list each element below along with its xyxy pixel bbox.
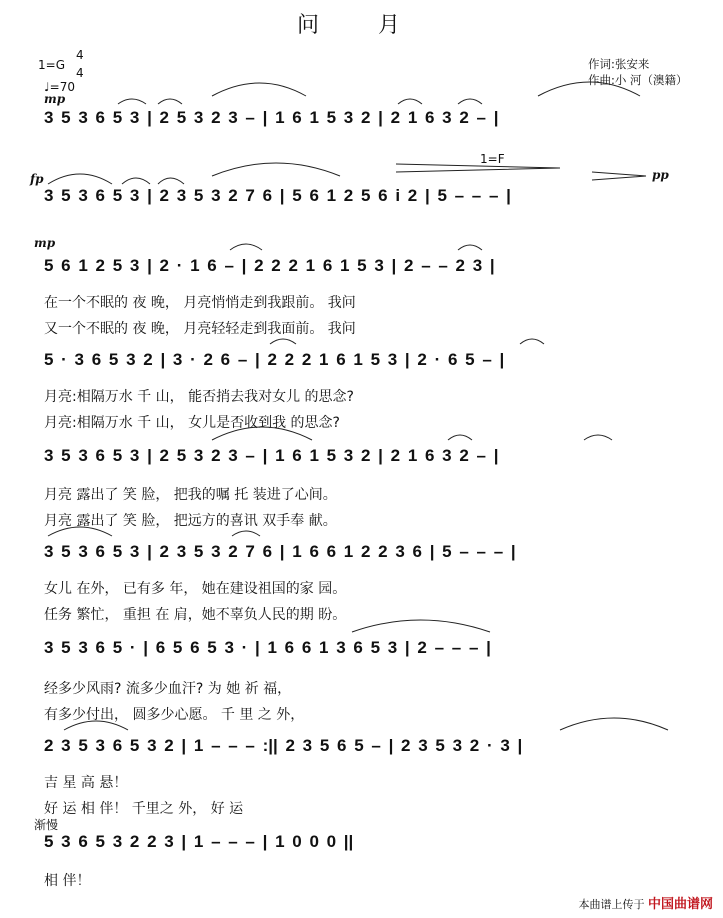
lyric-row-3-verse-1: 在一个不眠的 夜 晚， 月亮悄悄走到我跟前。 我问 — [44, 295, 356, 311]
lyric-row-8-verse-1: 吉 星 高 悬！ — [44, 775, 128, 791]
slur-r7-a — [352, 620, 490, 632]
lyric-row-7-verse-1: 经多少风雨? 流多少血汗? 为 她 祈 福， — [44, 681, 292, 697]
slur-r5-c — [584, 435, 612, 440]
slur-r1-f — [538, 82, 640, 96]
lyric-row-9: 相 伴！ — [44, 873, 91, 889]
lyric-row-3-verse-2: 又一个不眠的 夜 晚， 月亮轻轻走到我面前。 我问 — [44, 321, 356, 337]
slur-r2-a — [48, 174, 112, 184]
slur-r1-c — [212, 83, 306, 96]
crescendo-r2 — [396, 164, 560, 172]
slur-r4-a — [270, 339, 296, 344]
notation-row-1: 3 5 3 6 5 3 | 2 5 3 2 3 – | 1 6 1 5 3 2 | 2 1 6 3 2 – | — [44, 108, 499, 127]
ritardando-marking: 渐慢 — [34, 818, 59, 832]
lyricist-credit: 作词:张安来 — [588, 57, 650, 71]
lyric-row-5-verse-1: 月亮 露出了 笑 脸， 把我的嘱 托 装进了心间。 — [44, 487, 337, 503]
dynamic-mp-intro: mp — [44, 92, 66, 106]
notation-row-5: 3 5 3 6 5 3 | 2 5 3 2 3 – | 1 6 1 5 3 2 | 2 1 6 3 2 – | — [44, 446, 499, 465]
lyric-row-7-verse-2: 有多少付出， 圆多少心愿。 千 里 之 外， — [44, 707, 305, 723]
slur-r1-b — [158, 99, 182, 104]
slur-r6-b — [232, 531, 260, 536]
lyric-row-5-verse-2: 月亮 露出了 笑 脸， 把远方的喜讯 双手奉 献。 — [44, 513, 337, 529]
lyric-row-4-verse-1: 月亮:相隔万水 千 山， 能否捎去我对女儿 的思念? — [44, 389, 354, 405]
slur-r1-a — [118, 99, 146, 104]
dynamic-pp: pp — [652, 168, 669, 182]
notation-row-8: 2 3 5 3 6 5 3 2 | 1 – – – :|| 2 3 5 6 5 – | 2 3 5 3 2 · 3 | — [44, 736, 523, 755]
composer-credit: 作曲:小 河（澳籍） — [588, 73, 688, 87]
key-signature: 1=G — [38, 58, 65, 72]
slur-r1-d — [398, 99, 422, 104]
slur-r8-b — [560, 718, 668, 730]
slur-r2-c — [158, 178, 184, 184]
time-signature-top: 4 — [76, 48, 84, 62]
diminuendo-r2 — [592, 172, 646, 180]
slur-r4-b — [520, 339, 544, 344]
notation-row-4: 5 · 3 6 5 3 2 | 3 · 2 6 – | 2 2 2 1 6 1 5 3 | 2 · 6 5 – | — [44, 350, 505, 369]
modulation-marking: 1=F — [480, 152, 505, 166]
slur-r2-d — [212, 163, 340, 176]
slur-r8-a — [64, 721, 128, 730]
lyric-row-4-verse-2: 月亮:相隔万水 千 山， 女儿是否收到我 的思念? — [44, 415, 340, 431]
dynamic-mp-verse: mp — [34, 236, 56, 250]
notation-row-2: 3 5 3 6 5 3 | 2 3 5 3 2 7 6 | 5 6 1 2 5 6 i 2 | 5 – – – | — [44, 186, 511, 205]
slur-r2-b — [122, 178, 150, 184]
time-signature-bottom: 4 — [76, 66, 84, 80]
slur-r3-b — [458, 245, 482, 250]
footer-brand: 中国曲谱网 — [647, 897, 713, 912]
dynamic-fp: fp — [30, 172, 44, 186]
slur-r5-a — [212, 427, 312, 440]
notation-row-6: 3 5 3 6 5 3 | 2 3 5 3 2 7 6 | 1 6 6 1 2 2 3 6 | 5 – – – | — [44, 542, 516, 561]
footer-watermark — [578, 893, 713, 912]
notation-row-9: 5 3 6 5 3 2 2 3 | 1 – – – | 1 0 0 0 || — [44, 832, 354, 851]
lyric-row-8-verse-2: 好 运 相 伴！ 千里之 外， 好 运 — [44, 801, 244, 817]
slur-r3-a — [230, 244, 262, 250]
lyric-row-6-verse-1: 女儿 在外， 已有多 年， 她在建设祖国的家 园。 — [44, 581, 347, 597]
notation-row-3: 5 6 1 2 5 3 | 2 · 1 6 – | 2 2 2 1 6 1 5 3 | 2 – – 2 3 | — [44, 256, 495, 275]
notation-row-7: 3 5 3 6 5 · | 6 5 6 5 3 · | 1 6 6 1 3 6 5 3 | 2 – – – | — [44, 638, 491, 657]
page-title: 问 月 — [297, 13, 426, 38]
lyric-row-6-verse-2: 任务 繁忙， 重担 在 肩，她不辜负人民的期 盼。 — [44, 607, 347, 623]
tempo-marking: ♩=70 — [44, 80, 75, 94]
slur-r6-a — [48, 527, 112, 536]
footer-text: 本曲谱上传于 — [578, 898, 645, 911]
slur-r5-b — [448, 435, 472, 440]
slur-r1-e — [458, 99, 482, 104]
